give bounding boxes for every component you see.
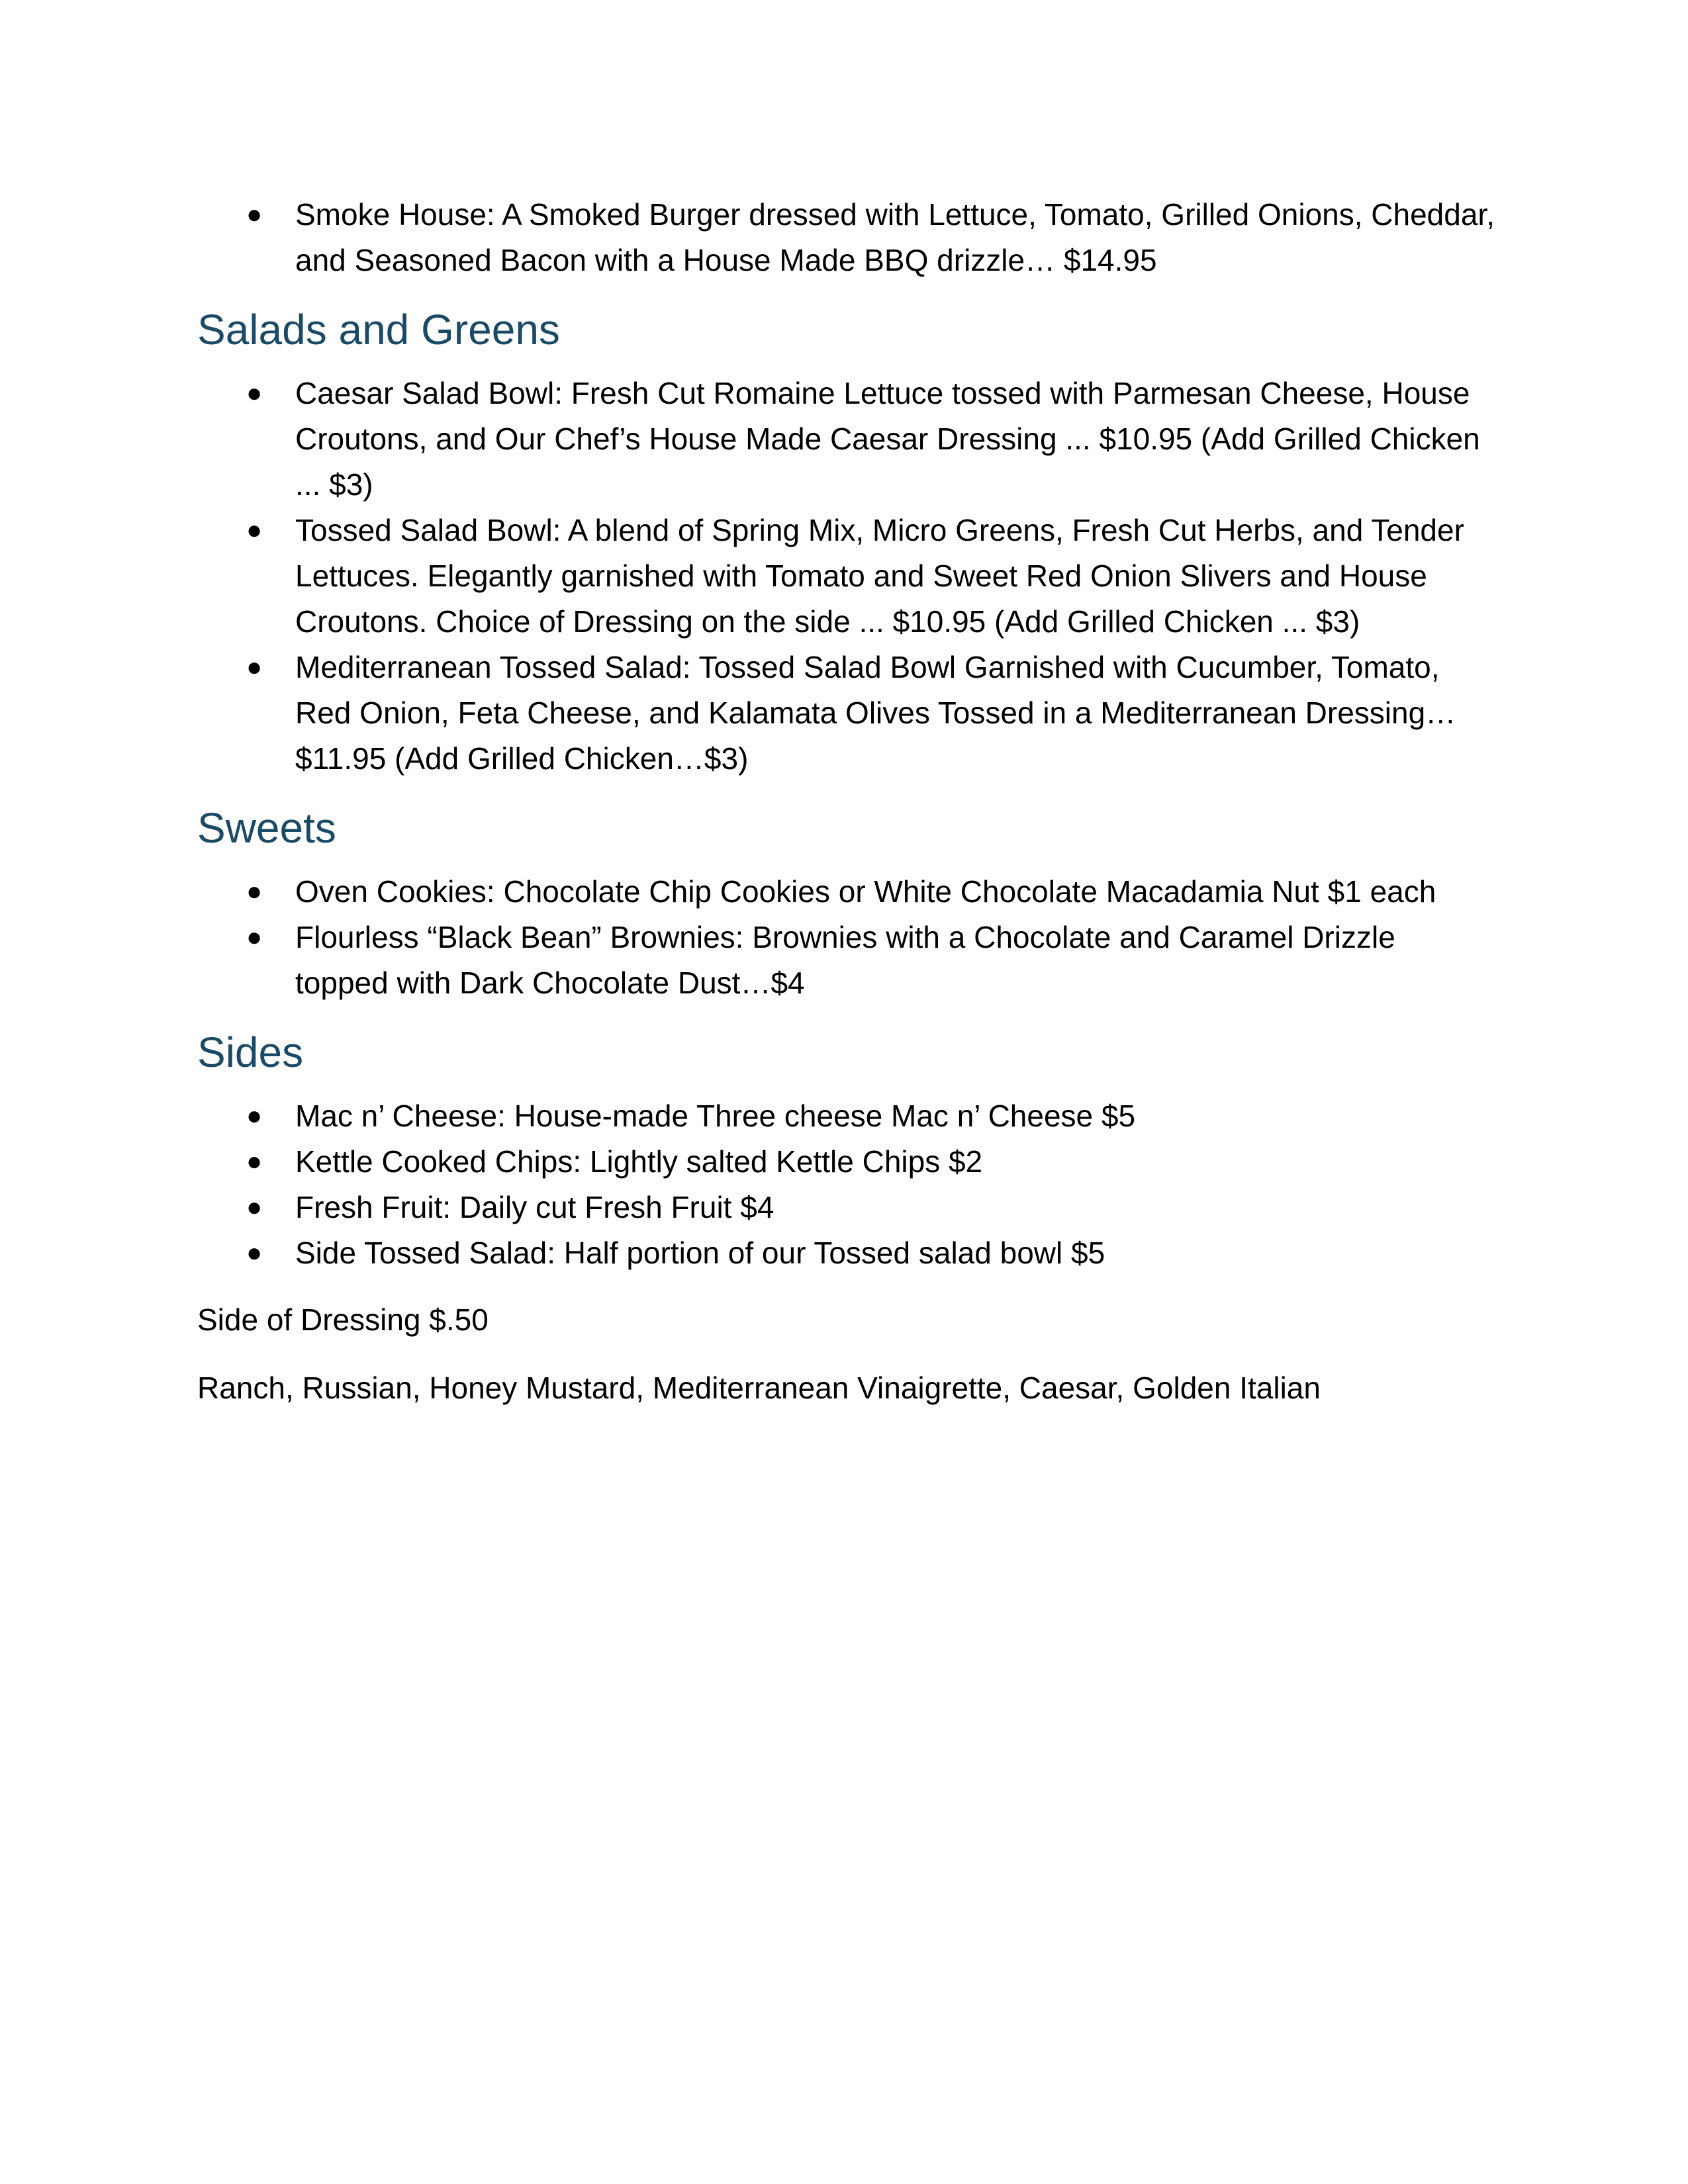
menu-item-text: Smoke House: A Smoked Burger dressed with Lettuce, Tomato, Grilled Onions, Cheddar, and Seasoned Bacon with a House Made BBQ drizzle… $14.95 bbox=[295, 197, 1495, 277]
menu-item bbox=[197, 869, 1495, 915]
salads-list bbox=[197, 371, 1495, 782]
menu-item bbox=[197, 371, 1495, 508]
bullet-icon: ● bbox=[246, 516, 263, 545]
burger-list bbox=[197, 192, 1495, 283]
section-sweets bbox=[197, 801, 1495, 1006]
menu-item bbox=[197, 1093, 1495, 1139]
menu-item bbox=[197, 192, 1495, 283]
sides-list bbox=[197, 1093, 1495, 1276]
menu-item-text: Mac n’ Cheese: House-made Three cheese Mac n’ Cheese $5 bbox=[295, 1099, 1136, 1133]
section-sides bbox=[197, 1026, 1495, 1276]
section-salads bbox=[197, 303, 1495, 782]
bullet-icon: ● bbox=[246, 1238, 263, 1267]
menu-page bbox=[197, 192, 1495, 1411]
section-heading: Sweets bbox=[197, 804, 336, 852]
menu-item-text: Side Tossed Salad: Half portion of our Tossed salad bowl $5 bbox=[295, 1236, 1105, 1270]
bullet-icon: ● bbox=[246, 653, 263, 682]
dressing-options: Ranch, Russian, Honey Mustard, Mediterranean Vinaigrette, Caesar, Golden Italian bbox=[197, 1371, 1321, 1405]
bullet-icon: ● bbox=[246, 1101, 263, 1130]
section-heading: Sides bbox=[197, 1028, 304, 1076]
menu-item-text: Fresh Fruit: Daily cut Fresh Fruit $4 bbox=[295, 1190, 774, 1224]
menu-item bbox=[197, 1139, 1495, 1185]
menu-item-text: Caesar Salad Bowl: Fresh Cut Romaine Lettuce tossed with Parmesan Cheese, House Croutons, and Our Chef’s House Made Caesar Dressing ... $10.95 (Add Grilled Chicken ... $3) bbox=[295, 376, 1480, 502]
menu-item-text: Oven Cookies: Chocolate Chip Cookies or White Chocolate Macadamia Nut $1 each bbox=[295, 874, 1436, 909]
menu-item bbox=[197, 1185, 1495, 1230]
menu-item bbox=[197, 1230, 1495, 1276]
dressing-price: Side of Dressing $.50 bbox=[197, 1302, 489, 1337]
bullet-icon: ● bbox=[246, 379, 263, 408]
menu-item bbox=[197, 645, 1495, 782]
bullet-icon: ● bbox=[246, 1193, 263, 1222]
menu-item-text: Flourless “Black Bean” Brownies: Brownies with a Chocolate and Caramel Drizzle topped with Dark Chocolate Dust…$4 bbox=[295, 920, 1395, 1000]
bullet-icon: ● bbox=[246, 1147, 263, 1176]
bullet-icon: ● bbox=[246, 200, 263, 229]
sweets-list bbox=[197, 869, 1495, 1006]
menu-item-text: Mediterranean Tossed Salad: Tossed Salad Bowl Garnished with Cucumber, Tomato, Red Onion, Feta Cheese, and Kalamata Olives Tossed in a Mediterranean Dressing…$11.95 (Add Grilled Chicken…$3) bbox=[295, 650, 1456, 776]
bullet-icon: ● bbox=[246, 877, 263, 906]
section-heading: Salads and Greens bbox=[197, 306, 560, 353]
bullet-icon: ● bbox=[246, 923, 263, 952]
menu-item bbox=[197, 508, 1495, 645]
menu-item bbox=[197, 915, 1495, 1006]
menu-item-text: Kettle Cooked Chips: Lightly salted Kettle Chips $2 bbox=[295, 1144, 983, 1179]
menu-item-text: Tossed Salad Bowl: A blend of Spring Mix, Micro Greens, Fresh Cut Herbs, and Tender Lettuces. Elegantly garnished with Tomato and Sweet Red Onion Slivers and House Croutons. Choice of Dressing on the side ... $10.95 (Add Grilled Chicken ... $3) bbox=[295, 513, 1464, 639]
